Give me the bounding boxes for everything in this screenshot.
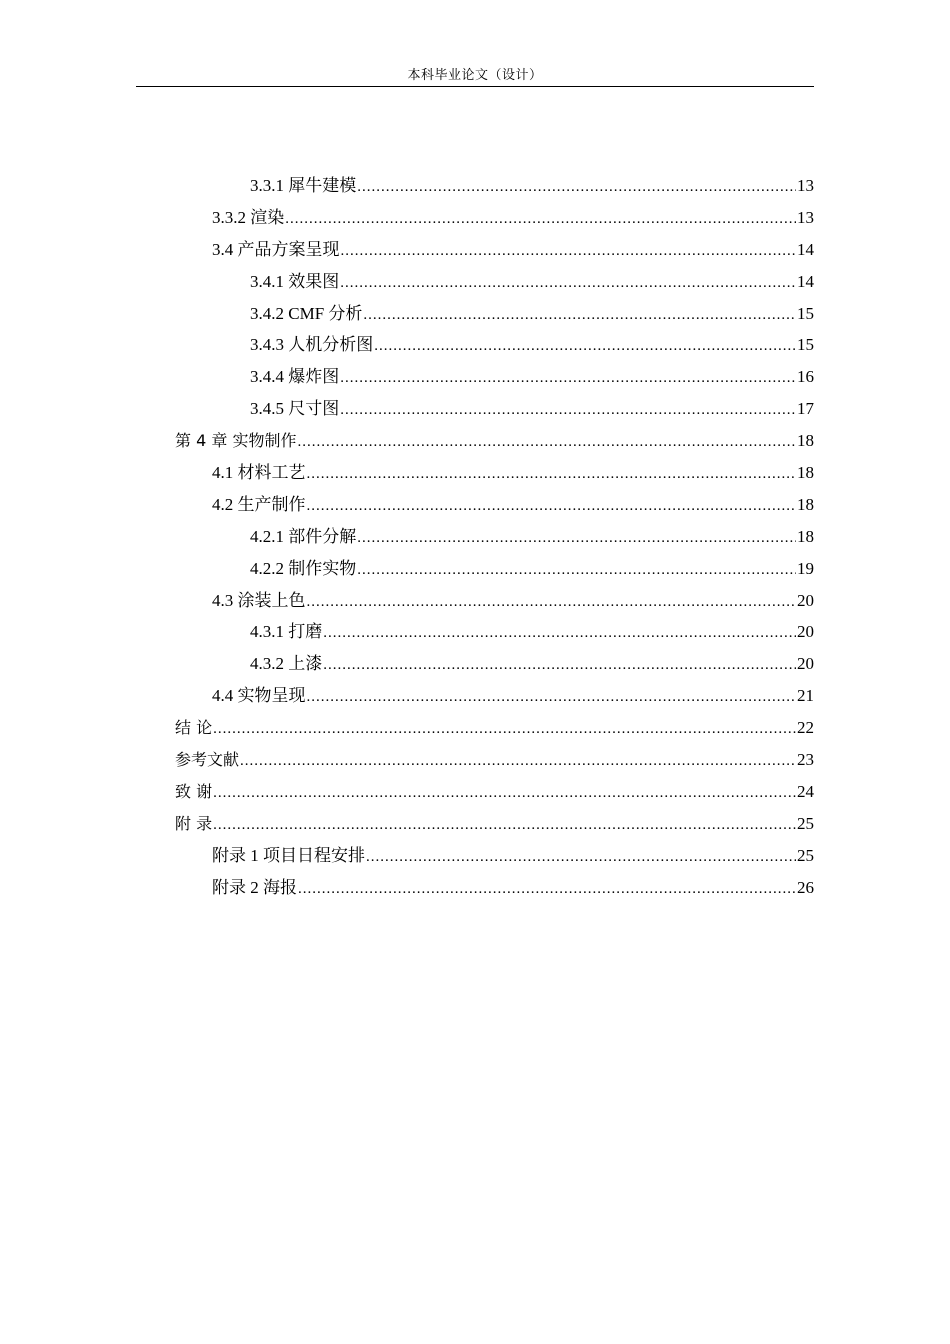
table-of-contents — [175, 170, 814, 903]
toc-entry-chapter[interactable] — [175, 776, 814, 808]
toc-entry-chapter[interactable] — [175, 712, 814, 744]
toc-entry[interactable] — [175, 329, 814, 361]
toc-entry-chapter[interactable] — [175, 425, 814, 457]
toc-dot-leader — [357, 555, 796, 587]
toc-dot-leader — [307, 491, 797, 523]
toc-entry-title: 3.4.5 尺寸图 — [250, 399, 340, 419]
toc-entry[interactable] — [175, 393, 814, 425]
toc-entry-page: 13 — [797, 176, 814, 195]
toc-dot-leader — [340, 363, 796, 395]
toc-entry-title: 4.4 实物呈现 — [212, 686, 306, 706]
toc-dot-leader — [307, 459, 797, 491]
toc-entry-page: 18 — [797, 526, 814, 546]
toc-dot-leader — [340, 395, 796, 427]
toc-entry-title: 4.2 生产制作 — [212, 494, 306, 514]
toc-entry-chapter[interactable] — [175, 744, 814, 776]
toc-entry-title: 3.4 产品方案呈现 — [212, 239, 340, 259]
toc-entry-page: 16 — [797, 367, 814, 387]
toc-entry-title: 4.3 涂装上色 — [212, 590, 306, 610]
toc-entry-title: 附 录 — [175, 813, 213, 833]
toc-entry-page: 18 — [797, 431, 814, 451]
toc-entry-title: 4.2.1 部件分解 — [250, 526, 357, 546]
toc-entry-page: 20 — [797, 654, 814, 674]
toc-entry-title: 结 论 — [175, 718, 213, 738]
toc-entry-title: 4.3.2 上漆 — [250, 654, 323, 674]
toc-entry[interactable] — [175, 521, 814, 553]
toc-entry-title: 附录 2 海报 — [212, 877, 297, 897]
toc-entry-page: 23 — [797, 750, 814, 770]
toc-entry-title: 致 谢 — [175, 781, 213, 801]
toc-entry[interactable] — [175, 361, 814, 393]
toc-entry-title: 参考文献 — [175, 750, 240, 770]
toc-entry-page: 26 — [797, 877, 814, 897]
toc-entry-page: 20 — [797, 622, 814, 642]
toc-dot-leader — [374, 331, 796, 363]
toc-entry[interactable] — [175, 616, 814, 648]
toc-entry[interactable] — [175, 872, 814, 904]
toc-dot-leader — [213, 778, 796, 810]
toc-dot-leader — [307, 587, 797, 619]
toc-dot-leader — [340, 268, 796, 300]
toc-entry-page: 18 — [797, 494, 814, 514]
toc-entry-title: 附录 1 项目日程安排 — [212, 845, 365, 865]
toc-entry[interactable] — [175, 680, 814, 712]
toc-entry-title: 第 4 章 实物制作 — [175, 431, 297, 451]
toc-entry-title: 3.4.1 效果图 — [250, 271, 340, 291]
toc-entry-page: 19 — [797, 558, 814, 578]
toc-entry-page: 15 — [797, 303, 814, 323]
page-header — [136, 64, 814, 87]
toc-dot-leader — [213, 714, 796, 746]
toc-entry[interactable] — [175, 170, 814, 202]
toc-entry-page: 22 — [797, 718, 814, 738]
toc-entry[interactable] — [175, 585, 814, 617]
toc-dot-leader — [240, 746, 796, 778]
toc-dot-leader — [297, 427, 796, 459]
toc-entry-title: 3.4.3 人机分析图 — [250, 335, 374, 355]
toc-entry-title: 4.1 材料工艺 — [212, 463, 306, 483]
toc-entry[interactable] — [175, 489, 814, 521]
toc-dot-leader — [341, 236, 797, 268]
toc-entry-page: 18 — [797, 463, 814, 483]
toc-entry[interactable] — [175, 298, 814, 330]
toc-dot-leader — [323, 618, 796, 650]
toc-entry-page: 25 — [797, 813, 814, 833]
toc-dot-leader — [357, 523, 796, 555]
toc-entry-page: 14 — [797, 239, 814, 259]
toc-entry-chapter[interactable] — [175, 808, 814, 840]
toc-entry[interactable] — [175, 266, 814, 298]
toc-entry-page: 20 — [797, 590, 814, 610]
toc-entry[interactable] — [175, 234, 814, 266]
toc-dot-leader — [285, 204, 796, 236]
toc-dot-leader — [213, 810, 796, 842]
toc-dot-leader — [307, 682, 797, 714]
toc-entry[interactable] — [175, 648, 814, 680]
toc-dot-leader — [363, 300, 796, 332]
toc-entry-page: 21 — [797, 686, 814, 706]
toc-dot-leader — [298, 874, 796, 906]
toc-entry[interactable] — [175, 457, 814, 489]
toc-entry[interactable] — [175, 840, 814, 872]
toc-dot-leader — [357, 172, 796, 204]
toc-entry-title: 3.4.2 CMF 分析 — [250, 303, 363, 323]
header-title: 本科毕业论文（设计） — [407, 67, 543, 82]
toc-entry-page: 14 — [797, 271, 814, 291]
toc-entry-title: 3.3.2 渲染 — [212, 207, 285, 227]
toc-entry[interactable] — [175, 202, 814, 234]
toc-entry-title: 3.3.1 犀牛建模 — [250, 176, 357, 195]
toc-entry[interactable] — [175, 553, 814, 585]
toc-entry-title: 4.3.1 打磨 — [250, 622, 323, 642]
toc-dot-leader — [323, 650, 796, 682]
toc-entry-title: 4.2.2 制作实物 — [250, 558, 357, 578]
toc-entry-page: 17 — [797, 399, 814, 419]
toc-entry-page: 24 — [797, 781, 814, 801]
toc-entry-page: 25 — [797, 845, 814, 865]
toc-entry-title: 3.4.4 爆炸图 — [250, 367, 340, 387]
toc-entry-page: 13 — [797, 207, 814, 227]
toc-entry-page: 15 — [797, 335, 814, 355]
toc-dot-leader — [366, 842, 796, 874]
